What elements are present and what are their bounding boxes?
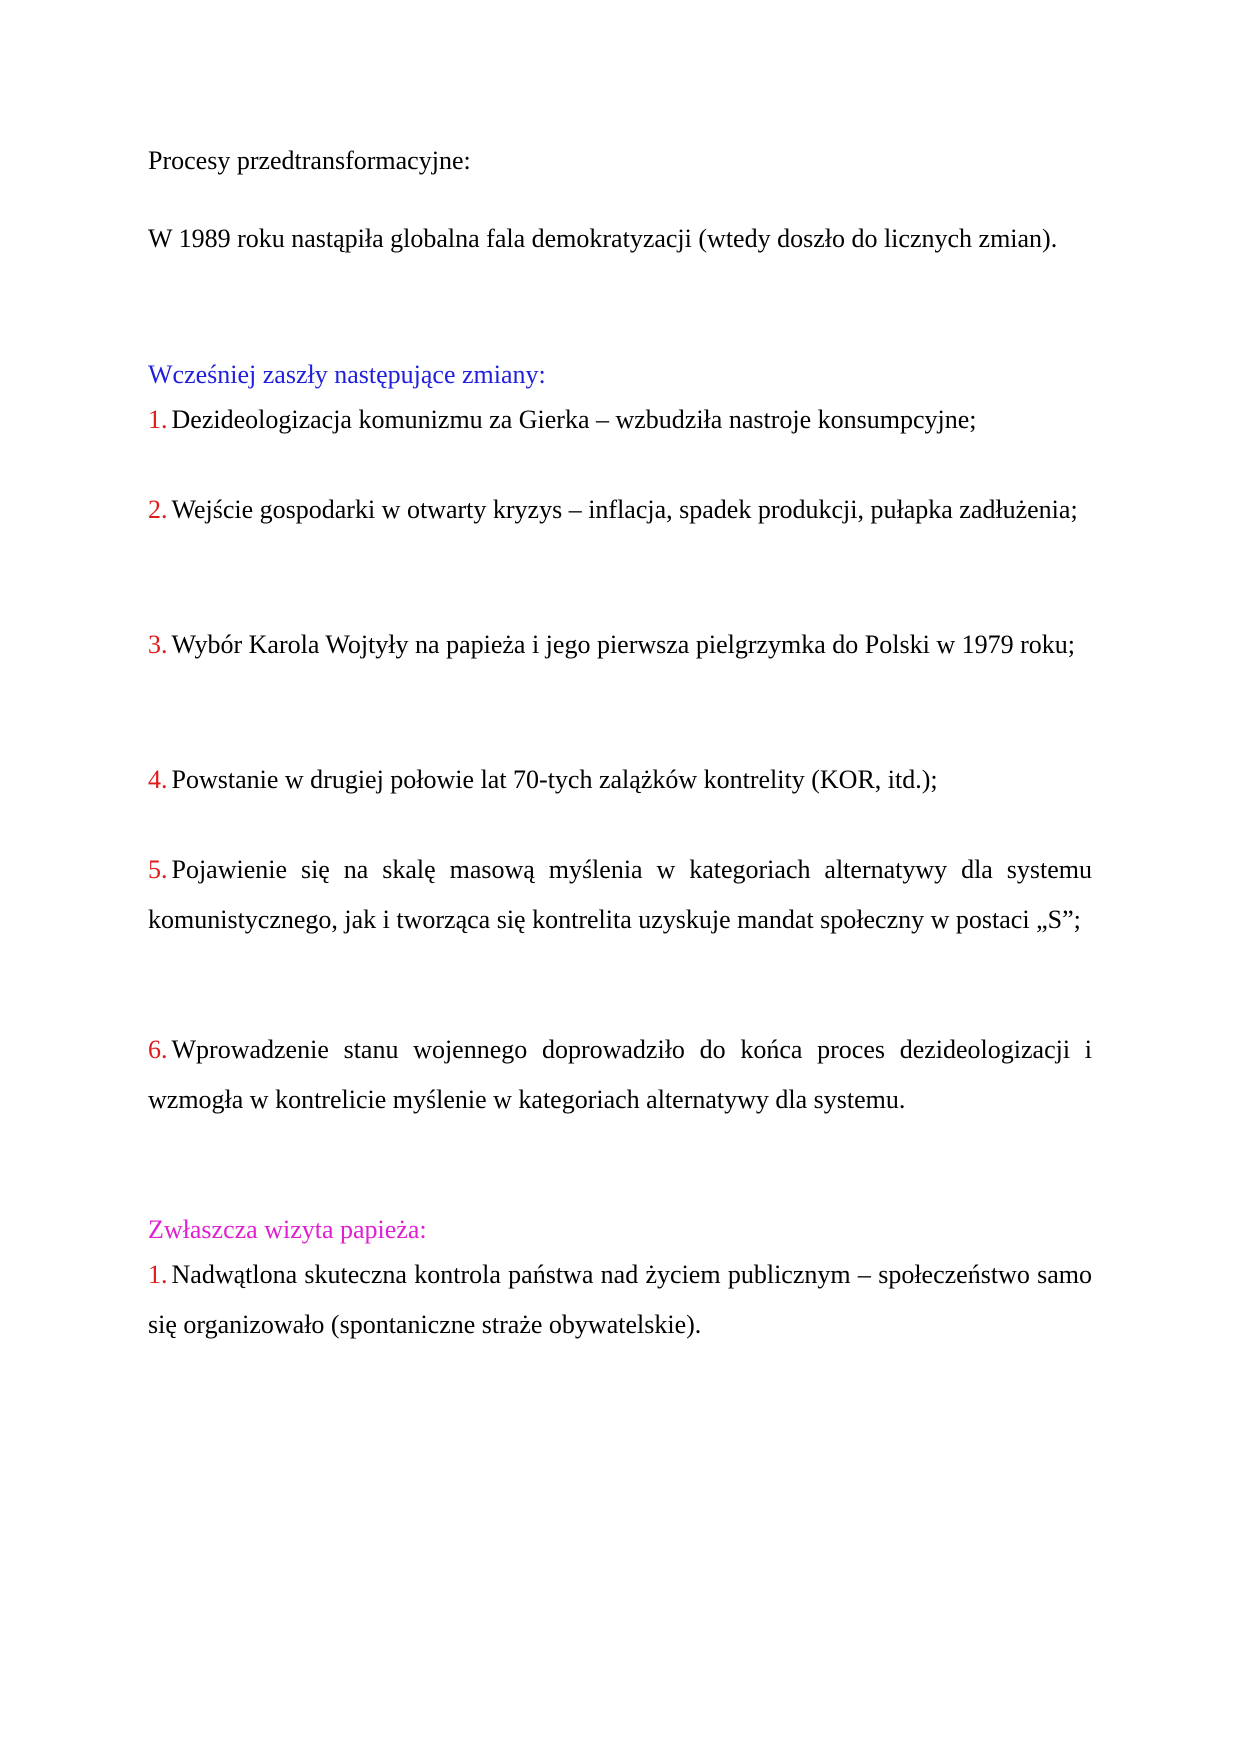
list-item (148, 485, 1092, 535)
item-text: Wybór Karola Wojtyły na papieża i jego pierwsza pielgrzymka do Polski w 1979 roku; (171, 630, 1075, 659)
list-item (148, 620, 1092, 670)
item-number: 1. (148, 405, 168, 434)
list-item (148, 395, 1092, 445)
item-number: 4. (148, 765, 168, 794)
item-number: 6. (148, 1035, 168, 1064)
list-item (148, 845, 1092, 945)
list-item (148, 1250, 1092, 1350)
item-number: 3. (148, 630, 168, 659)
item-text: Nadwątlona skuteczna kontrola państwa nad życiem publicznym – społeczeństwo samo się organizowało (spontaniczne straże obywatelskie). (148, 1260, 1092, 1339)
list-item (148, 1025, 1092, 1125)
section-heading-pope-visit: Zwłaszcza wizyta papieża: (148, 1215, 427, 1244)
item-text: Pojawienie się na skalę masową myślenia w kategoriach alternatywy dla systemu komunistycznego, jak i tworząca się kontrelita uzyskuje mandat społeczny w postaci „S”; (148, 855, 1092, 934)
item-text: Wejście gospodarki w otwarty kryzys – inflacja, spadek produkcji, pułapka zadłużenia; (171, 495, 1078, 524)
item-number: 1. (148, 1260, 168, 1289)
section-heading-changes: Wcześniej zaszły następujące zmiany: (148, 360, 546, 389)
intro-paragraph: W 1989 roku nastąpiła globalna fala demokratyzacji (wtedy doszło do licznych zmian). (148, 224, 1058, 253)
item-number: 5. (148, 855, 168, 884)
item-number: 2. (148, 495, 168, 524)
list-item (148, 755, 1092, 805)
item-text: Wprowadzenie stanu wojennego doprowadziło do końca proces dezideologizacji i wzmogła w kontrelicie myślenie w kategoriach alternatywy dla systemu. (148, 1035, 1092, 1114)
item-text: Dezideologizacja komunizmu za Gierka – wzbudziła nastroje konsumpcyjne; (171, 405, 977, 434)
document-title: Procesy przedtransformacyjne: (148, 146, 471, 175)
item-text: Powstanie w drugiej połowie lat 70-tych zalążków kontrelity (KOR, itd.); (171, 765, 938, 794)
